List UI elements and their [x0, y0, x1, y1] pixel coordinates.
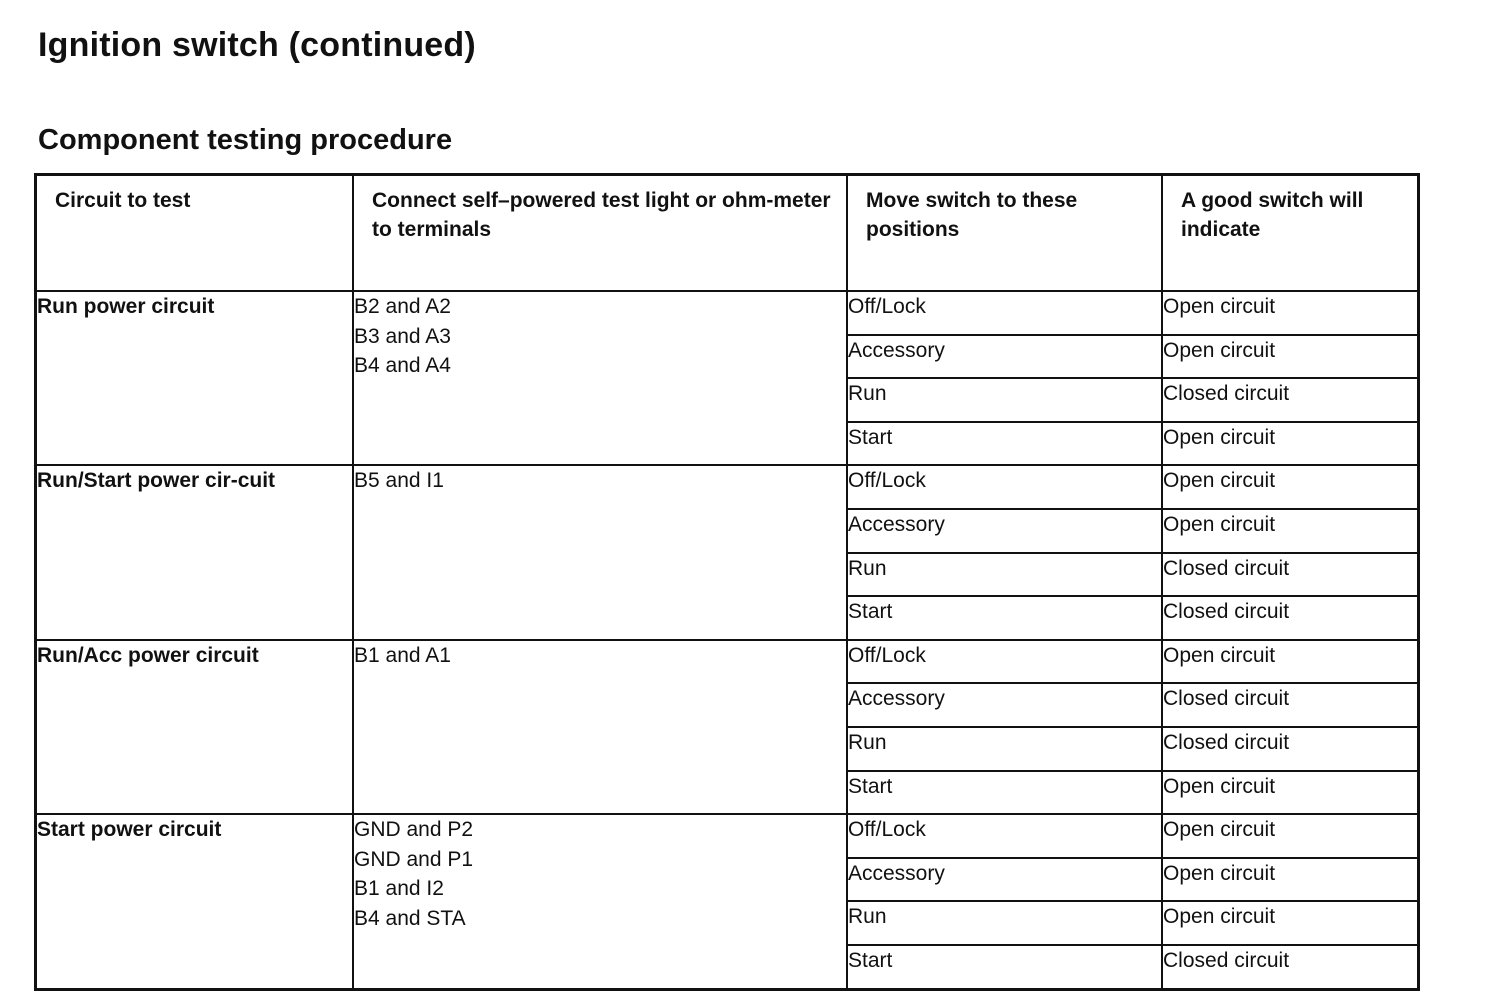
switch-position-cell: Run [847, 378, 1162, 422]
table-row [36, 291, 1419, 335]
expected-result-cell: Open circuit [1162, 335, 1419, 379]
section-title: Component testing procedure [38, 124, 453, 156]
terminal-pair: B1 and I2 [354, 877, 444, 901]
expected-result-cell: Open circuit [1162, 509, 1419, 553]
terminals-cell [353, 291, 847, 465]
circuit-name-cell: Run power circuit [36, 291, 354, 465]
header-circuit-to-test: Circuit to test [36, 175, 354, 292]
switch-position-cell: Start [847, 945, 1162, 989]
switch-position-cell: Off/Lock [847, 465, 1162, 509]
table-row [36, 814, 1419, 858]
switch-position-cell: Off/Lock [847, 291, 1162, 335]
table-body [36, 291, 1419, 989]
switch-position-cell: Accessory [847, 683, 1162, 727]
expected-result-cell: Open circuit [1162, 640, 1419, 684]
switch-position-cell: Run [847, 901, 1162, 945]
terminal-pair: B5 and I1 [354, 469, 444, 493]
switch-position-cell: Start [847, 771, 1162, 815]
expected-result-cell: Closed circuit [1162, 553, 1419, 597]
expected-result-cell: Open circuit [1162, 901, 1419, 945]
terminal-pair: B4 and A4 [354, 354, 451, 377]
header-switch-positions: Move switch to these positions [847, 175, 1162, 292]
switch-position-cell: Accessory [847, 335, 1162, 379]
circuit-name-cell: Start power circuit [36, 814, 354, 989]
expected-result-cell: Closed circuit [1162, 378, 1419, 422]
circuit-name-cell: Run/Acc power circuit [36, 640, 354, 814]
terminal-pair: B3 and A3 [354, 324, 451, 348]
switch-position-cell: Off/Lock [847, 814, 1162, 858]
expected-result-cell: Open circuit [1162, 814, 1419, 858]
switch-position-cell: Accessory [847, 509, 1162, 553]
switch-position-cell: Run [847, 553, 1162, 597]
terminal-pair: GND and P1 [354, 847, 474, 871]
terminal-pair: GND and P2 [354, 818, 474, 842]
expected-result-cell: Closed circuit [1162, 727, 1419, 771]
expected-result-cell: Open circuit [1162, 771, 1419, 815]
terminal-pair: B4 and STA [354, 906, 466, 930]
header-good-switch-indication: A good switch will indicate [1162, 175, 1419, 292]
expected-result-cell: Open circuit [1162, 291, 1419, 335]
expected-result-cell: Open circuit [1162, 422, 1419, 466]
expected-result-cell: Closed circuit [1162, 683, 1419, 727]
component-testing-table [34, 173, 1420, 991]
circuit-name-cell: Run/Start power cir-cuit [36, 465, 354, 639]
header-row [36, 175, 1419, 292]
table-header [36, 175, 1419, 292]
table-row [36, 640, 1419, 684]
expected-result-cell: Closed circuit [1162, 945, 1419, 989]
terminals-cell [353, 640, 847, 814]
expected-result-cell: Open circuit [1162, 465, 1419, 509]
page-title: Ignition switch (continued) [38, 26, 476, 64]
table-row [36, 465, 1419, 509]
switch-position-cell: Accessory [847, 858, 1162, 902]
switch-position-cell: Start [847, 422, 1162, 466]
switch-position-cell: Run [847, 727, 1162, 771]
header-connect-terminals: Connect self–powered test light or ohm-meter to terminals [353, 175, 847, 292]
expected-result-cell: Open circuit [1162, 858, 1419, 902]
terminal-pair: B1 and A1 [354, 643, 451, 667]
expected-result-cell: Closed circuit [1162, 596, 1419, 640]
switch-position-cell: Off/Lock [847, 640, 1162, 684]
terminal-pair: B2 and A2 [354, 295, 451, 318]
terminals-cell [353, 465, 847, 639]
terminals-cell [353, 814, 847, 989]
switch-position-cell: Start [847, 596, 1162, 640]
